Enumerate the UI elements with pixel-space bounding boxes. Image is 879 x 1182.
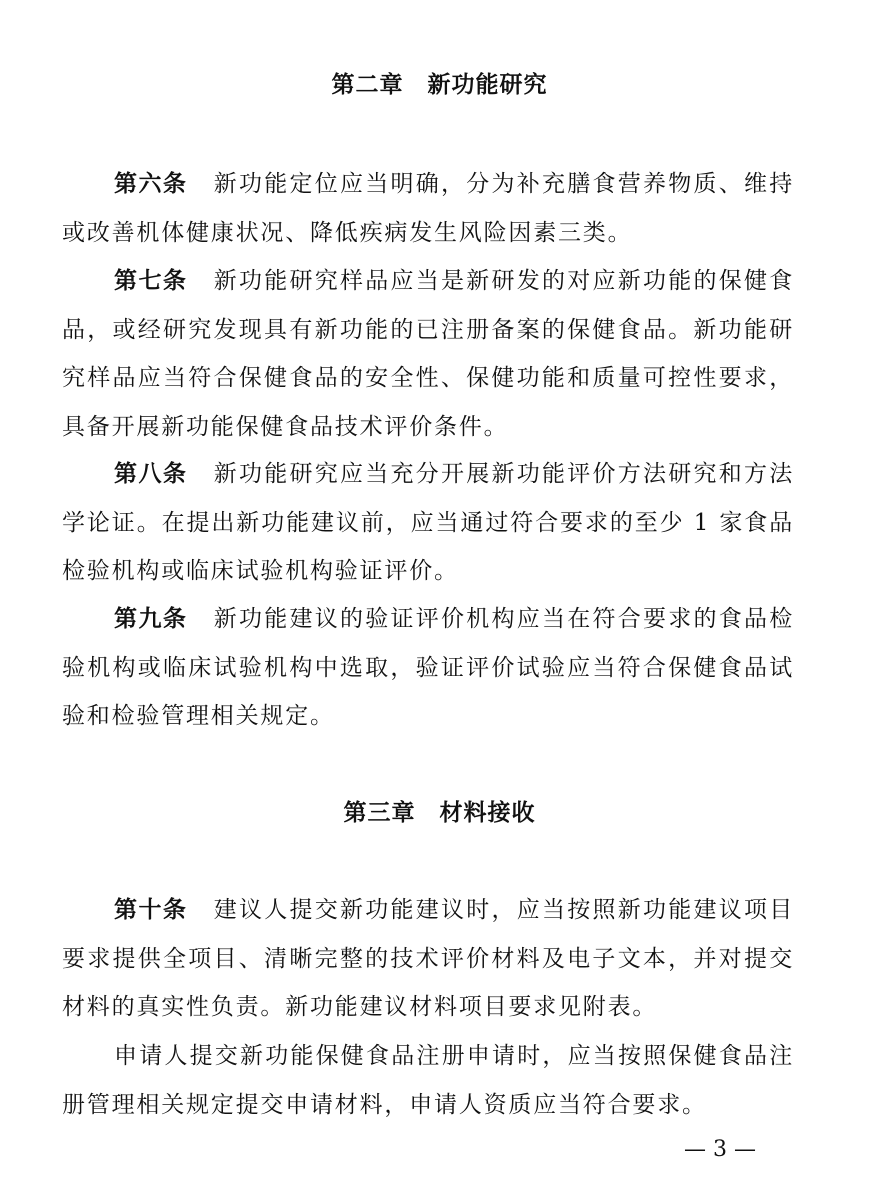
applicant-paragraph: 申请人提交新功能保健食品注册申请时，应当按照保健食品注册管理相关规定提交申请材料，申请人资质应当符合要求。: [62, 1043, 794, 1118]
article-nine-text: 新功能建议的验证评价机构应当在符合要求的食品检验机构或临床试验机构中选取，验证评价试验应当符合保健食品试验和检验管理相关规定。: [62, 606, 794, 729]
article-ten: [62, 886, 794, 1032]
article-six: [62, 160, 794, 257]
chapter-three-heading: 第三章 材料接收: [343, 800, 536, 826]
page-number: — 3 —: [684, 1137, 756, 1162]
chapter-two-heading: 第二章 新功能研究: [331, 72, 548, 98]
article-eight-text: 新功能研究应当充分开展新功能评价方法研究和方法学论证。在提出新功能建议前，应当通过符合要求的至少 1 家食品检验机构或临床试验机构验证评价。: [62, 461, 794, 584]
article-seven-number: 第七条: [114, 268, 188, 294]
article-seven-text: 新功能研究样品应当是新研发的对应新功能的保健食品，或经研究发现具有新功能的已注册备案的保健食品。新功能研究样品应当符合保健食品的安全性、保健功能和质量可控性要求，具备开展新功能保健食品技术评价条件。: [62, 268, 794, 440]
article-eight: [62, 450, 794, 596]
article-ten-text: 建议人提交新功能建议时，应当按照新功能建议项目要求提供全项目、清晰完整的技术评价材料及电子文本，并对提交材料的真实性负责。新功能建议材料项目要求见附表。: [62, 897, 794, 1020]
article-seven: [62, 257, 794, 451]
article-nine: [62, 595, 794, 741]
article-six-text: 新功能定位应当明确，分为补充膳食营养物质、维持或改善机体健康状况、降低疾病发生风险因素三类。: [62, 171, 794, 246]
article-six-number: 第六条: [114, 171, 188, 197]
article-ten-number: 第十条: [114, 897, 188, 923]
article-eight-number: 第八条: [114, 461, 188, 487]
article-nine-number: 第九条: [114, 606, 188, 632]
